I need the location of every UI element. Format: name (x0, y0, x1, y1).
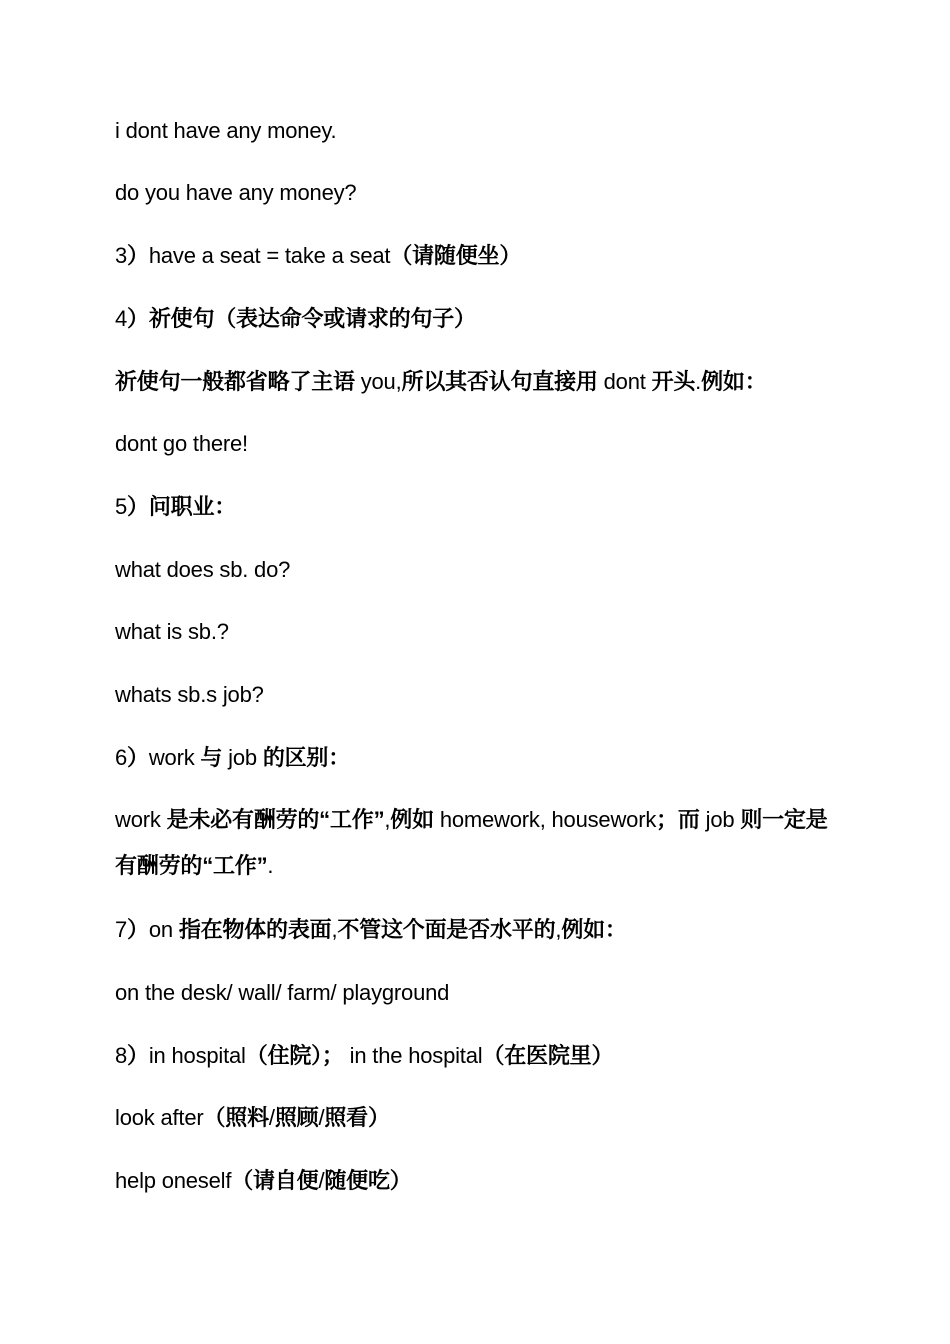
text-line-8: what does sb. do? (115, 557, 291, 582)
text-paragraph-12: work 是未必有酬劳的“工作”,例如 homework, housework；而 job 则一定是有酬劳的“工作”. (115, 807, 828, 878)
text-line-4: 4）祈使句（表达命令或请求的句子） (115, 306, 476, 331)
text-line-14: on the desk/ wall/ farm/ playground (115, 980, 450, 1005)
text-line-10: whats sb.s job? (115, 682, 264, 707)
text-line-15: 8）in hospital（住院）； in the hospital（在医院里） (115, 1043, 614, 1068)
text-line-13: 7）on 指在物体的表面,不管这个面是否水平的,例如： (115, 917, 627, 942)
text-line-9: what is sb.? (115, 619, 229, 644)
text-line-7: 5）问职业： (115, 494, 237, 519)
text-line-16: look after（照料/照顾/照看） (115, 1105, 390, 1130)
text-line-11: 6）work 与 job 的区别： (115, 745, 351, 770)
text-line-2: do you have any money? (115, 180, 357, 205)
text-line-6: dont go there! (115, 431, 248, 456)
text-line-5: 祈使句一般都省略了主语 you,所以其否认句直接用 dont 开头.例如： (115, 369, 767, 394)
text-line-3: 3）have a seat = take a seat（请随便坐） (115, 243, 522, 268)
text-line-17: help oneself（请自便/随便吃） (115, 1168, 412, 1193)
text-line-1: i dont have any money. (115, 118, 337, 143)
